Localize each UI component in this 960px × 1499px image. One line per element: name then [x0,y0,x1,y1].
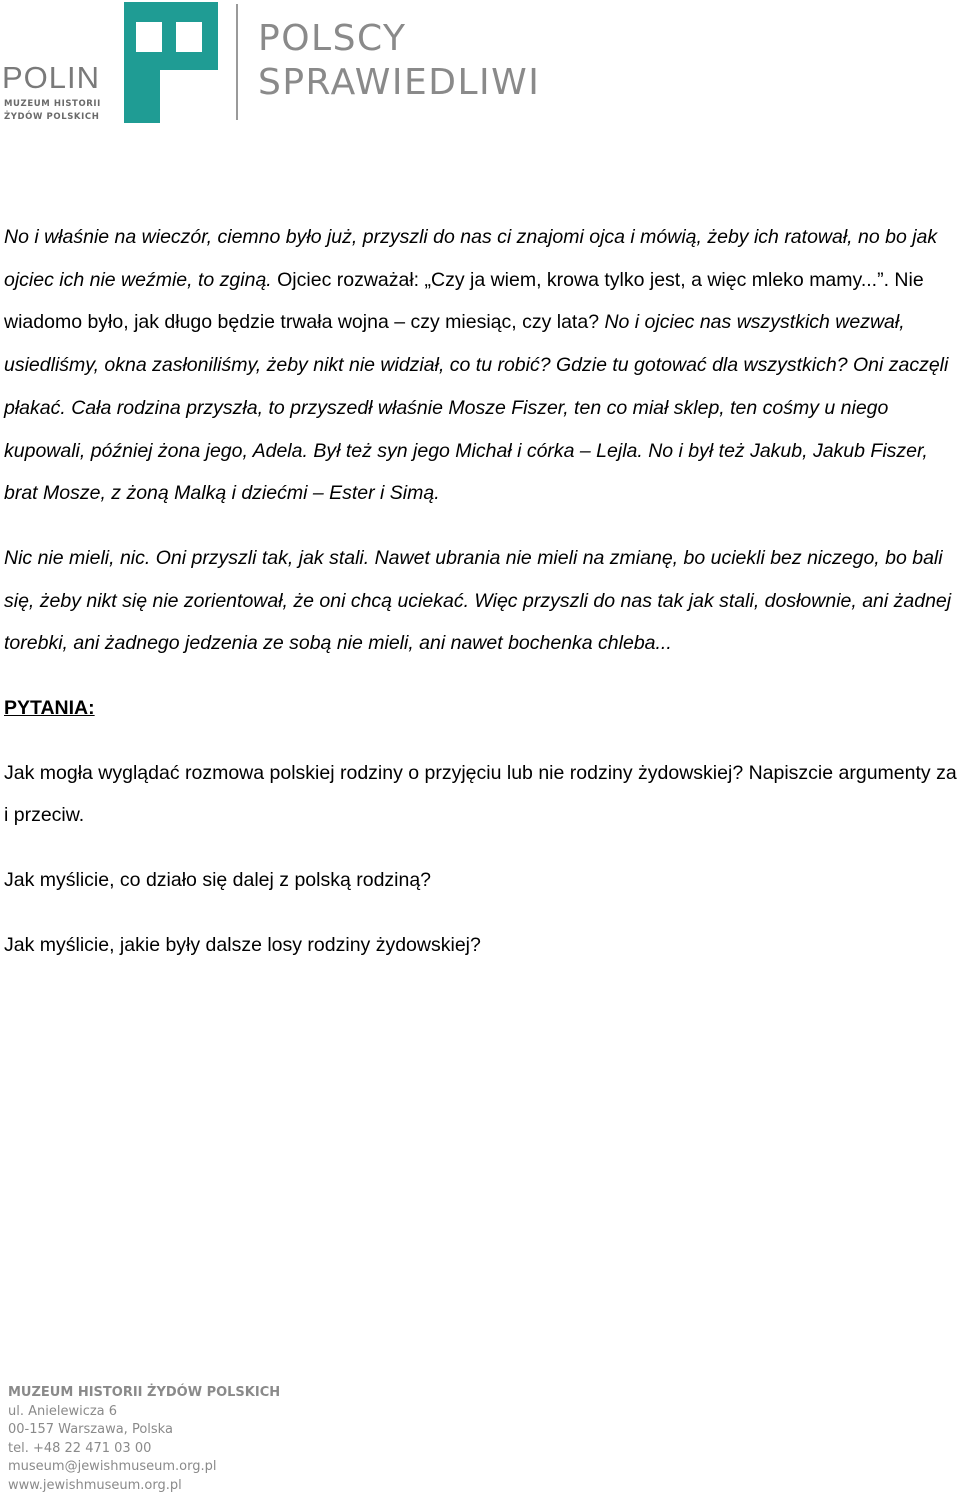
questions-heading: PYTANIA: [4,697,95,720]
logo-divider [236,4,238,120]
polin-p-mark-icon [124,2,218,123]
narrative-upright: Ojciec rozważał: „Czy ja wiem, krowa tylko jest, a więc mleko mamy...”. Nie wiadomo było, jak długo będzie trwała wojna – czy miesiąc, czy lata? [4,268,924,334]
footer-website[interactable]: www.jewishmuseum.org.pl [8,1477,182,1493]
logo-polin-text: POLIN [2,60,101,95]
logo-museum-line1: MUZEUM HISTORII [4,99,101,109]
footer-city: 00-157 Warszawa, Polska [8,1422,173,1438]
footer-street: ul. Anielewicza 6 [8,1403,118,1419]
question-item: Jak myślicie, co działo się dalej z polską rodziną? [4,869,432,892]
footer-email[interactable]: museum@jewishmuseum.org.pl [8,1459,217,1475]
question-item: Jak mogła wyglądać rozmowa polskiej rodziny o przyjęciu lub nie rodziny żydowskiej? Napiszcie argumenty za i przeciw. [4,761,957,827]
narrative-italic-b: No i ojciec nas wszystkich wezwał, usiedliśmy, okna zasłoniliśmy, żeby nikt nie widział, co tu robić? Gdzie tu gotować dla wszystkich? Oni zaczęli płakać. Cała rodzina przyszła, to przyszedł właśnie Mosze Fiszer, ten co miał sklep, ten cośmy u niego kupowali, później żona jego, Adela. Był też syn jego Michał i córka – Lejla. No i był też Jakub, Jakub Fiszer, brat Mosze, z żoną Malką i dziećmi – Ester i Simą. [4,311,949,505]
header-logo [0,0,600,130]
document-body [4,216,960,989]
narrative-paragraph-1 [4,216,960,515]
narrative-paragraph-2: Nic nie mieli, nic. Oni przyszli tak, jak stali. Nawet ubrania nie mieli na zmianę, bo uciekli bez niczego, bo bali się, żeby nikt się nie zorientował, że oni chcą uciekać. Więc przyszli do nas tak jak stali, dosłownie, ani żadnej torebki, ani żadnego jedzenia ze sobą nie mieli, ani nawet bochenka chleba... [4,546,952,655]
logo-title-line1: POLSCY [258,18,407,59]
narrative-italic-a: No i właśnie na wieczór, ciemno było już, przyszli do nas ci znajomi ojca i mówią, żeby ich ratował, no bo jak ojciec ich nie weźmie, to zginą. [4,226,938,291]
logo-museum-line2: ŻYDÓW POLSKICH [4,112,100,122]
footer-museum-name: MUZEUM HISTORII ŻYDÓW POLSKICH [8,1385,281,1400]
footer-address [8,1384,408,1496]
question-item: Jak myślicie, jakie były dalsze losy rodziny żydowskiej? [4,933,481,956]
logo-title-line2: SPRAWIEDLIWI [258,62,541,103]
footer-phone: tel. +48 22 471 03 00 [8,1440,152,1456]
